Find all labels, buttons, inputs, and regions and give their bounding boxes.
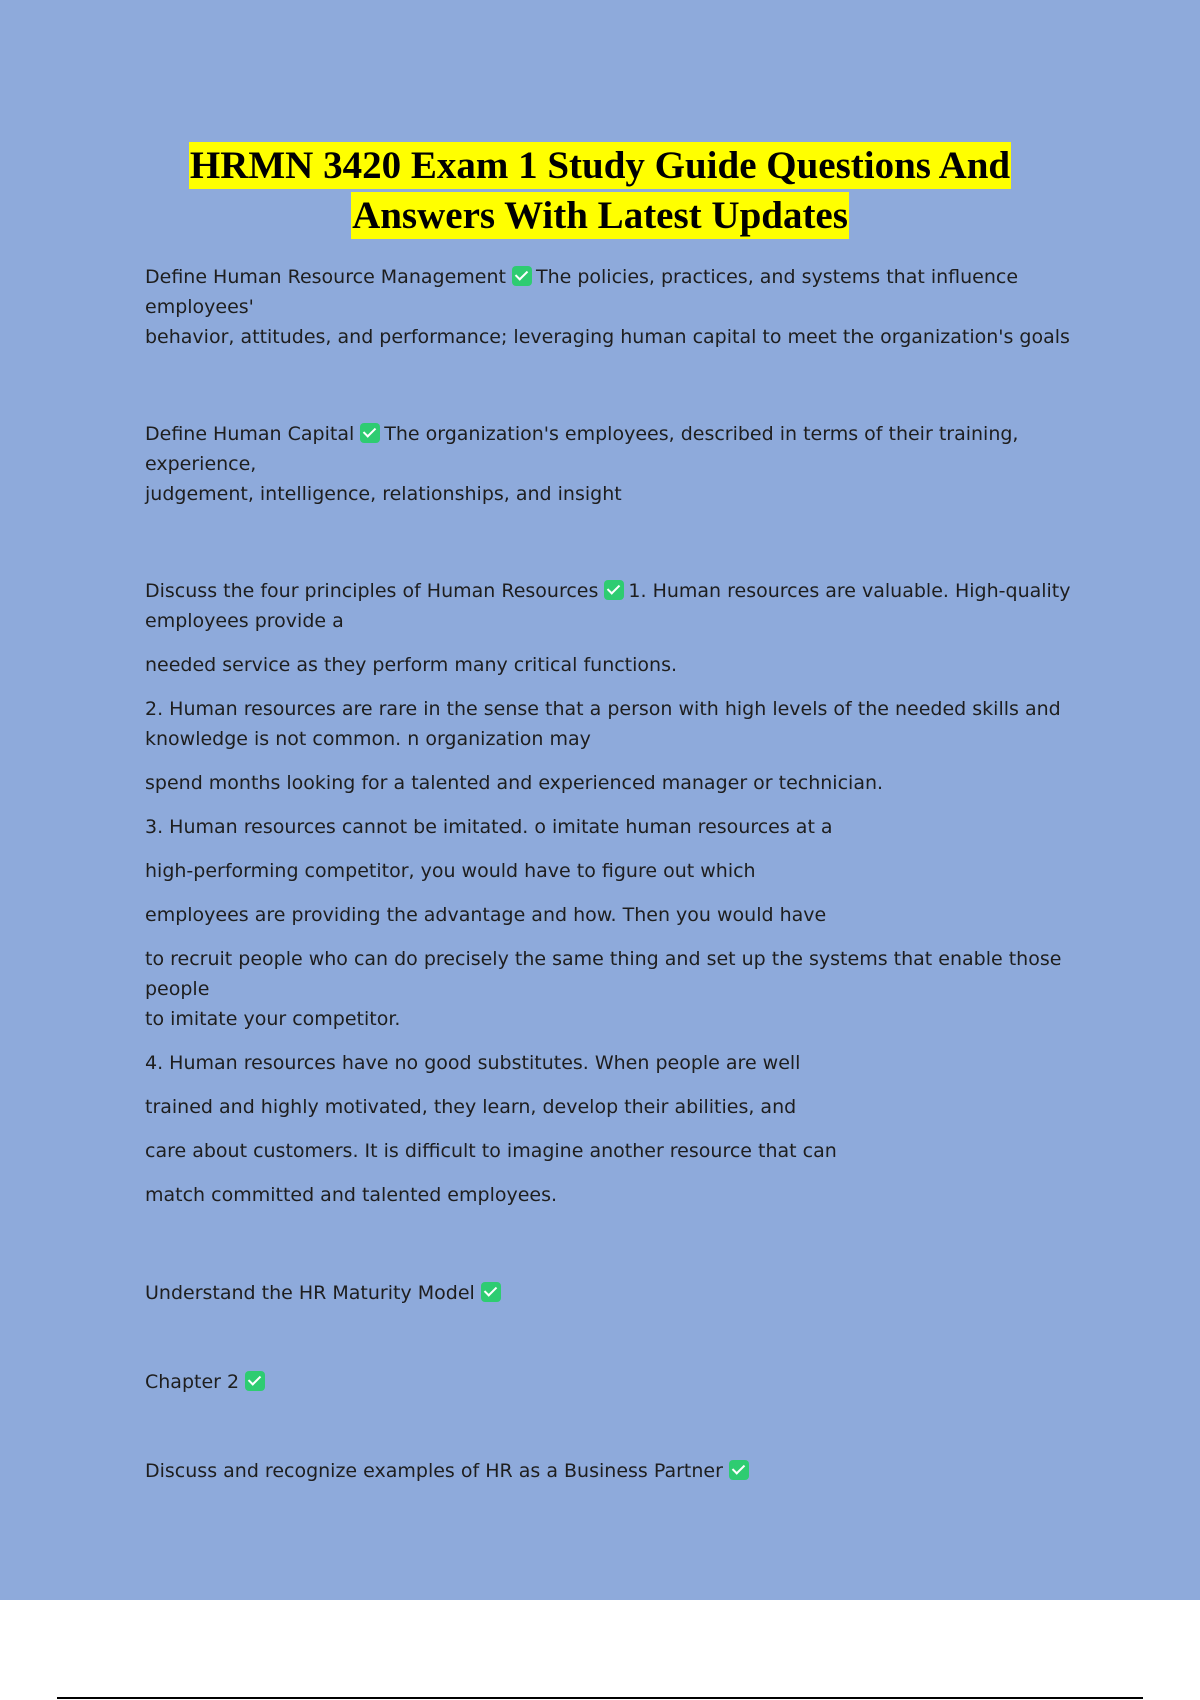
- answer-paragraph: high-performing competitor, you would have to figure out which: [145, 860, 756, 882]
- qa-item: [145, 1367, 1085, 1397]
- study-guide-content: [145, 262, 1085, 1491]
- footer-divider: [57, 1697, 1143, 1699]
- answer-paragraph: match committed and talented employees.: [145, 1184, 558, 1206]
- answer-paragraph: 3. Human resources cannot be imitated. o imitate human resources at a: [145, 816, 833, 838]
- page-title: [0, 142, 1200, 242]
- title-line-2: Answers With Latest Updates: [352, 194, 848, 237]
- answer-text: The policies, practices, and systems that influence employees': [145, 266, 1019, 318]
- answer-paragraph: employees are providing the advantage and how. Then you would have: [145, 904, 827, 926]
- title-line-1: HRMN 3420 Exam 1 Study Guide Questions And: [189, 144, 1011, 187]
- qa-item: [145, 262, 1085, 352]
- check-box-icon: [481, 1282, 501, 1302]
- qa-item: [145, 576, 1085, 1210]
- qa-item: [145, 1456, 1085, 1486]
- answer-paragraph: care about customers. It is difficult to imagine another resource that can: [145, 1140, 837, 1162]
- question-text: Chapter 2: [145, 1371, 240, 1393]
- answer-paragraph: trained and highly motivated, they learn, develop their abilities, and: [145, 1096, 797, 1118]
- qa-item: [145, 1278, 1085, 1308]
- check-box-icon: [360, 423, 380, 443]
- check-box-icon: [512, 266, 532, 286]
- question-text: Discuss and recognize examples of HR as a Business Partner: [145, 1460, 723, 1482]
- check-box-icon: [245, 1371, 265, 1391]
- answer-text: The organization's employees, described in terms of their training, experience,: [145, 423, 1019, 475]
- question-text: Discuss the four principles of Human Resources: [145, 580, 599, 602]
- answer-paragraph: to recruit people who can do precisely the same thing and set up the systems that enable those people to imitate your competitor.: [145, 948, 1062, 1030]
- answer-text: behavior, attitudes, and performance; leveraging human capital to meet the organization's goals: [145, 326, 1070, 348]
- answer-paragraph: needed service as they perform many critical functions.: [145, 654, 678, 676]
- answer-paragraph: 2. Human resources are rare in the sense that a person with high levels of the needed skills and knowledge is not common. n organization may: [145, 698, 1061, 750]
- answer-text: 1. Human resources are valuable. High-quality: [628, 580, 1071, 602]
- answer-text: judgement, intelligence, relationships, and insight: [145, 483, 622, 505]
- answer-paragraph: 4. Human resources have no good substitutes. When people are well: [145, 1052, 801, 1074]
- answer-text: employees provide a: [145, 610, 344, 632]
- check-box-icon: [604, 580, 624, 600]
- answer-paragraph: spend months looking for a talented and experienced manager or technician.: [145, 772, 884, 794]
- question-text: Define Human Resource Management: [145, 266, 506, 288]
- question-text: Define Human Capital: [145, 423, 355, 445]
- qa-item: [145, 419, 1085, 509]
- question-text: Understand the HR Maturity Model: [145, 1282, 475, 1304]
- check-box-icon: [729, 1460, 749, 1480]
